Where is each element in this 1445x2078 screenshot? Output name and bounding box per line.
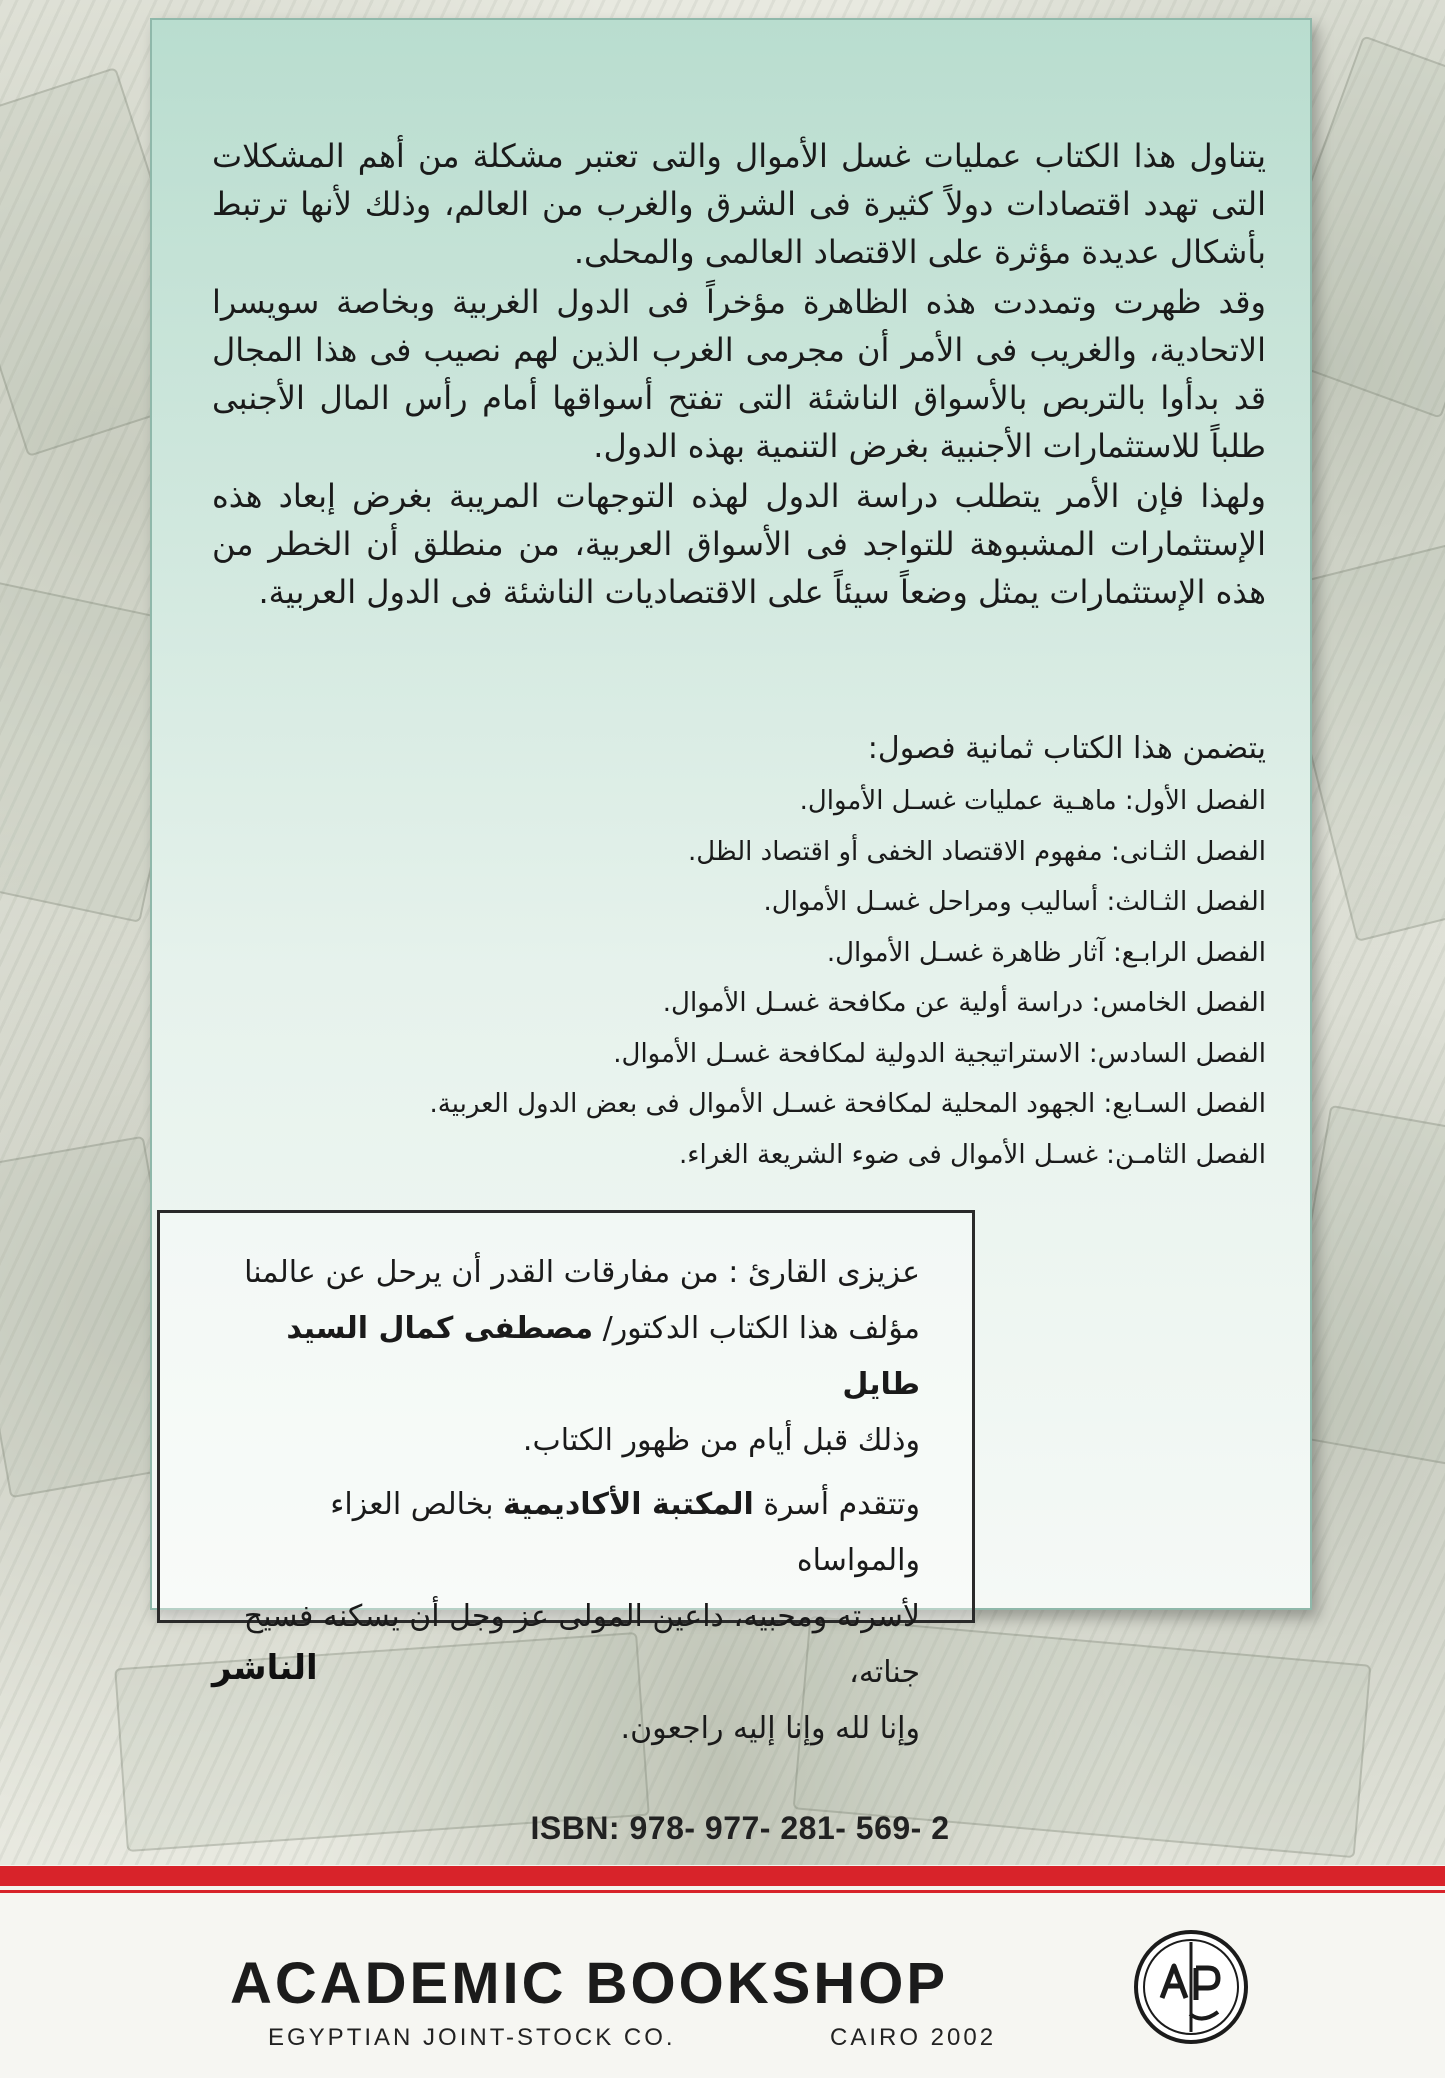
- red-stripe: [0, 1866, 1445, 1886]
- intro-paragraph: وقد ظهرت وتمددت هذه الظاهرة مؤخراً فى الدول الغربية وبخاصة سويسرا الاتحادية، والغريب فى الأمر أن مجرمى الغرب الذين لهم نصيب فى هذا المجال قد بدأوا بالتربص بالأسواق الناشئة التى تفتح أسواقها أمام رأس المال الأجنبى طلباً للاستثمارات الأجنبية بغرض التنمية بهذه الدول.: [212, 283, 1266, 465]
- intro-paragraph: ولهذا فإن الأمر يتطلب دراسة الدول لهذه التوجهات المريبة بغرض إبعاد هذه الإستثمارات المشبوهة للتواجد فى الأسواق العربية، من منطلق أن الخطر من هذه الإستثمارات يمثل وضعاً سيئاً على الاقتصاديات الناشئة فى الدول العربية.: [212, 477, 1266, 611]
- intro-paragraph: يتناول هذا الكتاب عمليات غسل الأموال والتى تعتبر مشكلة من أهم المشكلات التى تهدد اقتصادات دولاً كثيرة فى الشرق والغرب من العالم، وذلك لأنها ترتبط بأشكال عديدة مؤثرة على الاقتصاد العالمى والمحلى.: [212, 137, 1266, 271]
- chapter-item: الفصل الثـالث: أساليب ومراحل غسـل الأموال.: [763, 887, 1266, 917]
- chapter-item: الفصل الأول: ماهـية عمليات غسـل الأموال.: [799, 786, 1266, 816]
- chapters-list: [212, 726, 1266, 1180]
- notice-text: وتتقدم أسرة: [753, 1487, 920, 1522]
- intro-text: [212, 132, 1266, 618]
- chapter-item: الفصل السادس: الاستراتيجية الدولية لمكافحة غسـل الأموال.: [613, 1038, 1266, 1069]
- company-type: EGYPTIAN JOINT-STOCK CO.: [268, 2024, 676, 2051]
- notice-text: مؤلف هذا الكتاب الدكتور/: [593, 1311, 920, 1346]
- notice-line: [200, 1301, 920, 1413]
- notice-line: وذلك قبل أيام من ظهور الكتاب.: [522, 1423, 920, 1458]
- chapters-heading: يتضمن هذا الكتاب ثمانية فصول:: [867, 731, 1266, 766]
- chapter-item: الفصل الخامس: دراسة أولية عن مكافحة غسـل الأموال.: [662, 988, 1266, 1018]
- chapter-item: الفصل الرابـع: آثار ظاهرة غسـل الأموال.: [826, 937, 1266, 968]
- isbn-number: ISBN: 978- 977- 281- 569- 2: [530, 1810, 950, 1846]
- author-name: مصطفى كمال السيد طايل: [286, 1311, 920, 1402]
- notice-line: [200, 1477, 920, 1589]
- chapter-item: الفصل السـابع: الجهود المحلية لمكافحة غسـل الأموال فى بعض الدول العربية.: [429, 1089, 1266, 1119]
- notice-text: بخالص العزاء والمواساه: [330, 1487, 920, 1578]
- publisher-label: الناشر: [212, 1648, 318, 1688]
- brand-name: ACADEMIC BOOKSHOP: [230, 1951, 949, 2016]
- chapter-item: الفصل الثامـن: غسـل الأموال فى ضوء الشريعة الغراء.: [678, 1139, 1266, 1170]
- notice-line: وإنا لله وإنا إليه راجعون.: [620, 1711, 920, 1746]
- notice-line: لأسرته ومحبيه، داعين المولى عز وجل أن يسكنه فسيح جناته،: [243, 1599, 920, 1690]
- publisher-logo-icon: [1132, 1928, 1250, 2046]
- notice-line: عزيزى القارئ : من مفارقات القدر أن يرحل عن عالمنا: [244, 1255, 920, 1290]
- publisher-name: المكتبة الأكاديمية: [503, 1487, 754, 1522]
- location-year: CAIRO 2002: [830, 2024, 997, 2051]
- chapter-item: الفصل الثـانى: مفهوم الاقتصاد الخفى أو اقتصاد الظل.: [687, 836, 1266, 867]
